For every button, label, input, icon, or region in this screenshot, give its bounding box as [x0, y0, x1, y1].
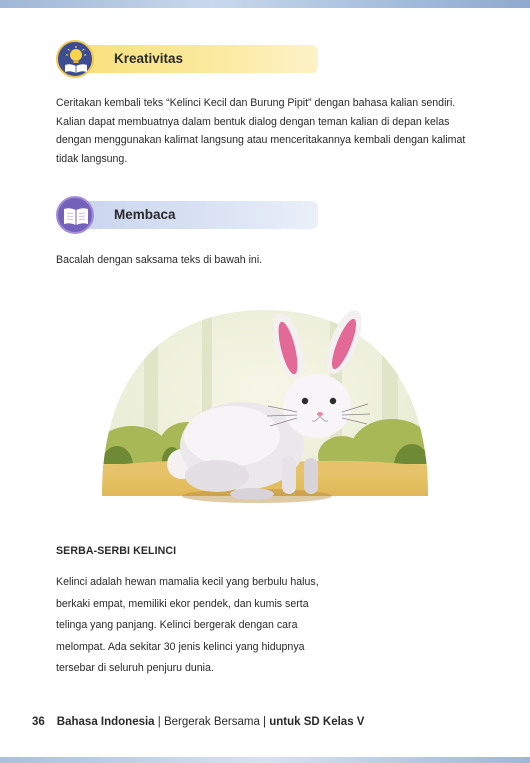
page-footer — [32, 716, 364, 728]
membaca-title-bar — [72, 201, 318, 229]
membaca-instruction: Bacalah dengan saksama teks di bawah ini. — [56, 254, 263, 266]
book-title: Bahasa Indonesia — [56, 716, 155, 728]
footer-separator: | — [154, 716, 164, 728]
lightbulb-book-icon — [56, 40, 94, 78]
membaca-title: Membaca — [114, 207, 176, 222]
page-number: 36 — [32, 716, 45, 728]
article-body: Kelinci adalah hewan mamalia kecil yang berbulu halus, berkaki empat, memiliki ekor pendek, dan kumis serta telinga yang panjang. Kelinci bergerak dengan cara melompat. Ada sekitar 30 jenis kelinci yang hidupnya tersebar di seluruh penjuru dunia. — [56, 576, 319, 674]
footer-separator: | — [259, 716, 270, 728]
kreativitas-title-bar — [72, 45, 318, 73]
bottom-decorative-band — [0, 757, 530, 763]
open-book-icon — [56, 196, 94, 234]
top-decorative-band — [0, 0, 530, 8]
book-subtitle: Bergerak Bersama — [163, 716, 260, 728]
kreativitas-paragraph: Ceritakan kembali teks “Kelinci Kecil dan Burung Pipit” dengan bahasa kalian sendiri. Kalian dapat membuatnya dalam bentuk dialog dengan teman kalian di depan kelas dengan menggunakan kalimat langsung atau menceritakannya kembali dengan kalimat tidak langsung. — [56, 97, 466, 165]
kreativitas-title: Kreativitas — [114, 51, 184, 66]
rabbit-illustration — [92, 306, 438, 516]
grade-label: untuk SD Kelas V — [269, 716, 365, 728]
article-title: SERBA-SERBI KELINCI — [56, 545, 177, 557]
